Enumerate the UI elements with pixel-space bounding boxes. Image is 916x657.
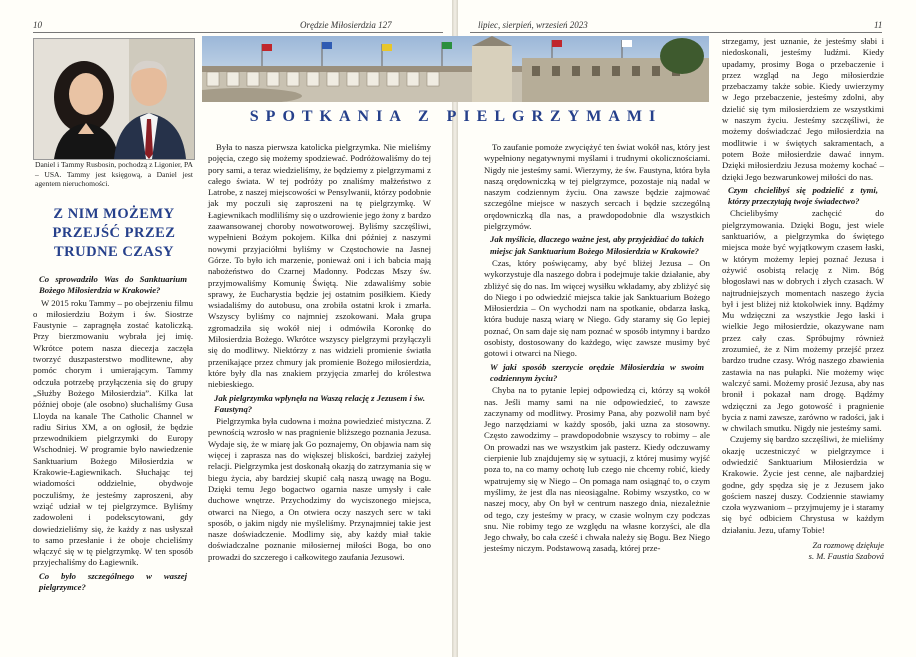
interview-question: Jak myślicie, dlaczego ważne jest, aby przyjeżdżać do takich miejsc jak Sanktuarium Bożego Miłosierdzia w Krakowie?: [490, 234, 704, 256]
interview-question: W jaki sposób szerzycie orędzie Miłosierdzia w swoim codziennym życiu?: [490, 361, 704, 383]
couple-photo: [33, 38, 195, 160]
signature-line-2: s. M. Faustia Szabová: [808, 550, 884, 561]
sanctuary-banner-image: [202, 36, 709, 102]
sidebar-headline: Z NIM MOŻEMY PRZEJŚĆ PRZEZ TRUDNE CZASY: [52, 206, 176, 260]
text-column-3: [484, 142, 710, 555]
interview-answer: strzegamy, jest uznanie, że jesteśmy słabi i niedoskonali, jesteśmy ludźmi. Kiedy upadamy, prosimy Boga o przebaczenie i przez wzgląd na Jego miłosierdzie przebaczamy także sobie. Kiedy uwierzymy w Jego przebaczenie, jesteśmy zdolni, aby dzielić się tym miłosierdziem ze wszystkimi w naszym życiu. Jesteśmy szczęśliwi, że możemy doświadczać Jego miłosierdzia na modlitwie i w świętych sakramentach, a potem Boże miłosierdzie dawać innym. Dzięki miłosierdziu Jezusa możemy kochać – dzięki Jego bezwarunkowej miłości do nas.: [722, 36, 884, 182]
issue-date: lipiec, sierpień, wrzesień 2023: [478, 20, 588, 30]
page-number-right: 11: [874, 20, 883, 30]
header-rule-right: [470, 32, 882, 33]
text-column-4: [722, 36, 884, 561]
text-column-1: [33, 272, 193, 594]
interview-answer: Chyba na to pytanie lepiej odpowiedzą ci, którzy są wokół nas. Jeśli mamy sami na nie odpowiedzieć, to zawsze zaczynamy od modlitwy. Prosimy Pana, aby pozwolił nam być Jego narzędziami w każdy sposób, jaki uzna za stosowny. Często zawodzimy – prawdopodobnie wszyscy to robimy – ale On prowadzi nas we wszystkim jak pasterz. Kiedy odczuwamy cierpienie lub znajdujemy się w sytuacji, z której musimy wyjść poza to, na co mamy ochotę lub czego nie chcemy robić, kiedy wpatrujemy się w Niego – On pomaga nam osiągnąć to, o czym myślimy, że jest dla nas nieosiągalne. Robimy wszystko, co w naszej mocy, aby On był w centrum naszego dnia, niezależnie od tego, czy jesteśmy w pracy, w czasie wolnym czy podczas snu. Nie robimy tego ze względu na własne korzyści, ale dla Jego chwały, bo cała cześć i chwała należy się Bogu. Bez Niego jesteśmy niczym. Podstawową zasadą, której prze-: [484, 385, 710, 554]
interview-answer: Czas, który poświęcamy, aby być bliżej Jezusa – On wykorzystuje dla naszego dobra i podejmuje takie działanie, aby zbliżyć się do nas. Im więcej wysiłku wkładamy, aby zbliżyć się do Niego i po odwiedzić miejsca takie jak Sanktuarium Bożego Miłosierdzia – On wychodzi nam na spotkanie, obdarza łaską, która buduje naszą wiarę w Niego. Gdy staramy się Go lepiej poznać, On sam daje się nam poznać w sposób intymny i bardzo osobisty, dostosowany do każdego, więc zawsze musimy być gotowi i otwarci na Niego.: [484, 257, 710, 359]
interview-answer: To zaufanie pomoże zwyciężyć ten świat wokół nas, który jest wypełniony negatywnymi myślami i trudnymi okolicznościami. Nigdy nie jesteśmy sami. Wierzymy, że św. Faustyna, która była naszą orędowniczką w tej pielgrzymce, pozostaje nią nadal w naszym codziennym życiu. Ona zawsze będzie zajmować szczególne miejsce w naszych sercach i będzie szczególną orędowniczką dla nas, a prawdopodobnie dla wszystkich pielgrzymów.: [484, 142, 710, 232]
header-rule-left: [33, 32, 443, 33]
article-title: SPOTKANIA Z PIELGRZYMAMI: [249, 108, 663, 125]
interview-answer: Czujemy się bardzo szczęśliwi, że mieliśmy okazję uczestniczyć w pielgrzymce i odwiedzić Sanktuarium Miłosierdzia w Krakowie. Życie jest cenne, ale najbardziej godne, gdy spędza się je z Jezusem jako gościem naszej duszy. Codziennie stawiamy czoła wyzwaniom – przyjmujemy je i staramy się być odbiciem Chrystusa w każdym działaniu. Jezu, ufamy Tobie!: [722, 434, 884, 535]
sanctuary-illustration: [202, 36, 709, 102]
interview-answer: W 2015 roku Tammy – po obejrzeniu filmu o miłosierdziu Bożym i św. Siostrze Faustynie – zapragnęła zostać katoliczką. Przy bierzmowaniu wybrała jej imię. Wkrótce potem nasza diecezja zaczęła tworzyć duszpasterstwo modlitewne, aby pomóc chorym i umierającym. Tammy odczuła potrzebę przyłączenia się do grupy „Służby Bożego Miłosierdzia”. Kilka lat później oboje (ale osobno) słuchaliśmy Gusa Lloyda na kanale The Catholic Channel w radiu Sirius XM, a on ogłosił, że będzie przewodnikiem pielgrzymki do Europy Wschodniej. W programie było nawiedzenie Sanktuarium Bożego Miłosierdzia w Krakowie-Łagiewnikach. Słuchając tej wiadomości oddzielnie, obydwoje poczuliśmy, że jesteśmy zaproszeni, aby wziąć udział w tej pielgrzymce. Byliśmy zadowoleni i podekscytowani, gdy dowiedzieliśmy się, że każdy z nas usłyszał to samo przesłanie i że oboje chcieliśmy włączyć się w tę pielgrzymkę. W ten sposób przyjechaliśmy do Łagiewnik.: [33, 297, 193, 568]
interview-answer: Była to nasza pierwsza katolicka pielgrzymka. Nie mieliśmy pojęcia, czego się możemy spodziewać. Podróżowaliśmy do tej pory sami, a teraz wiedzieliśmy, że będziemy z pielgrzymami z całego świata. W tej podróży po znaliśmy małżeństwo z Latrobe, z naszej miejscowości w Pensylwanii, którzy podobnie jak my poczuli się zaproszeni na tę pielgrzymkę. W Łagiewnikach modliliśmy się o uzdrowienie jego żony z bardzo zaawansowanej choroby nowotworowej. Byliśmy szczęśliwi, wypełnieni Bożym pokojem. Kilka dni później z naszymi nowymi przyjaciółmi byliśmy w Częstochowie na Jasnej Górze. To było ich marzenie, ponieważ oni i ich babcia mają nabożeństwo do Czarnej Madonny. Podczas Mszy św. przyjmowaliśmy Komunię Świętą. Nie zdawaliśmy sobie sprawy, że Eucharystia będzie jej ostatnim posiłkiem. Kiedy wsiadaliśmy do autobusu, ona zrobiła ostatni krok i zmarła. Wszyscy byliśmy co najmniej zszokowani. Mała grupa zgromadziła się wokół niej i odmówiła Koronkę do Miłosierdzia Bożego. Wkrótce wszyscy pielgrzymi przyłączyli się do modlitwy. Niektórzy z nas widzieli promienie światła przenikające przez chmury jak promienie Bożego miłosierdzia, które były dla nas znakiem przyjęcia zmarłej do królestwa niebieskiego.: [208, 142, 431, 390]
magazine-title: Orędzie Miłosierdzia 127: [300, 20, 392, 30]
signature-line-1: Za rozmowę dziękuje: [812, 540, 884, 551]
interview-answer: Chcielibyśmy zachęcić do pielgrzymowania. Dzięki Bogu, jest wiele sanktuariów, a pielgrzymka do świętego miejsca może być wyjątkowym czasem łaski, w którym możemy lepiej poznać Jezusa i ożywić osobistą relację z Nim. Bóg błogosławi nas w dobrych i złych czasach. W najtrudniejszych momentach naszego życia był i jest bliżej niż ktokolwiek inny. Bądźmy Mu wdzięczni za wszystkie Jego łaski i wielkie Jego miłosierdzie, okazywane nam przez cały czas. Spróbujmy również zrozumieć, że z Nim możemy przejść przez bardzo trudne czasy. Wróg naszego zbawienia zastawia na nas pułapki. Nie możemy więc walczyć sami. Możemy prosić Jezusa, aby nas bronił i pokazał nam drogę. Bądźmy wdzięczni za Jego gotowość i pragnienie bycia z nami zawsze, zarówno w radości, jak i w chwilach smutku. Nigdy nie jesteśmy sami.: [722, 208, 884, 434]
interview-answer: Pielgrzymka była cudowna i można powiedzieć mistyczna. Z pewnością wzrosło w nas pragnienie bliższego poznania Jezusa. Wydaje się, że w miarę jak Go poznajemy, On objawia nam się więcej i zaprasza nas do większej bliskości, bardziej zażyłej relacji. Pielgrzymka jest doskonałą okazją do zatrzymania się w biegu życia, aby bardziej skupić całą naszą uwagę na Bogu. Dzięki temu Jego bogactwo ogarnia nasze umysły i całe duchowe wnętrze. Przychodzimy do wyciszonego miejsca, otwarci na Niego, a On otwiera oczy naszych serc w taki sposób, o jakim nigdy nie myśleliśmy. Przynajmniej takie jest nasze doświadczenie. Modlimy się, aby każdy miał takie doświadczalne poznanie miłosiernej miłości Boga, bo ono prowadzi do szczerego i całkowitego zaufania Jezusowi.: [208, 416, 431, 562]
interview-question: Co sprowadziło Was do Sanktuarium Bożego Miłosierdzia w Krakowie?: [39, 274, 187, 296]
photo-caption: Daniel i Tammy Rusbosin, pochodzą z Ligonier, PA – USA. Tammy jest księgową, a Daniel jest agentem nieruchomości.: [35, 160, 193, 189]
couple-photo-image: [34, 39, 194, 159]
interview-question: Jak pielgrzymka wpłynęła na Waszą relację z Jezusem i św. Faustyną?: [214, 392, 425, 414]
interview-question: Co było szczególnego w waszej pielgrzymce?: [39, 570, 187, 593]
text-column-2: [208, 142, 431, 563]
page-number-left: 10: [33, 20, 42, 30]
signature: [722, 540, 884, 561]
interview-question: Czym chcielibyś się podzielić z tymi, którzy przeczytają twoje świadectwo?: [728, 184, 878, 207]
